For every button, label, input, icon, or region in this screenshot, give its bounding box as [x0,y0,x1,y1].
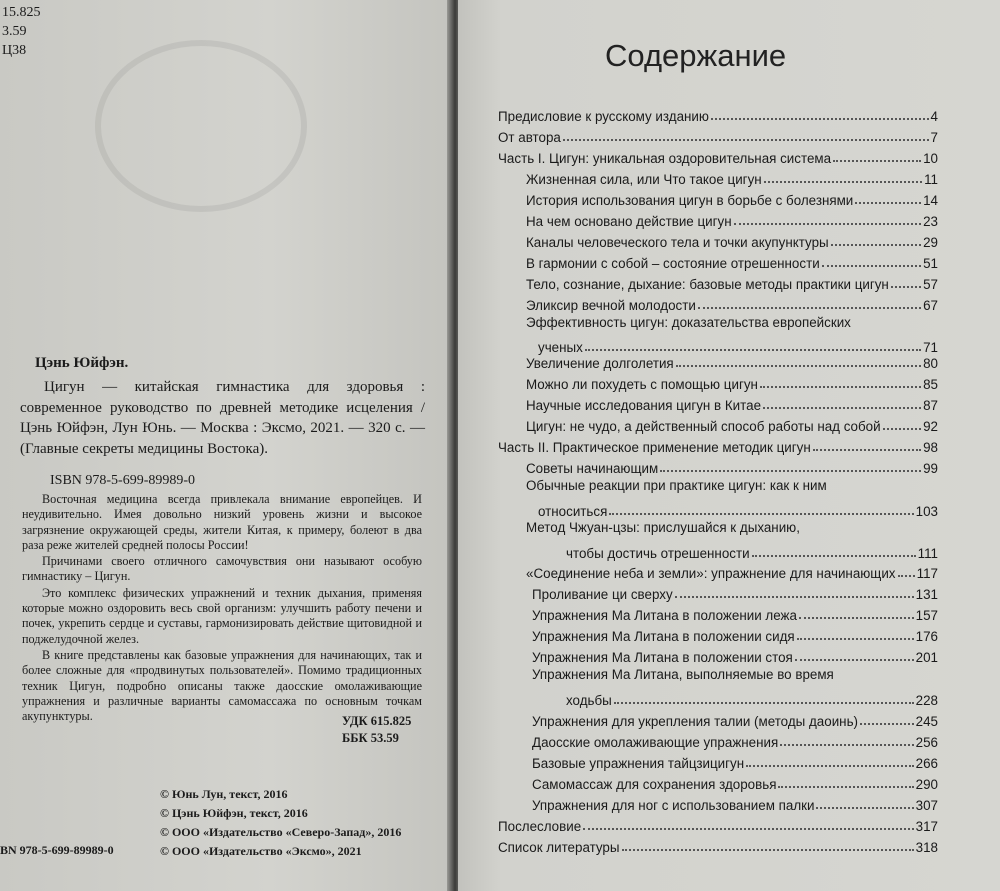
copyright-line: © ООО «Издательство «Эксмо», 2021 [160,844,362,858]
toc-leader-dots [778,786,913,788]
toc-entry[interactable] [498,105,938,124]
toc-leader-dots [746,765,914,767]
toc-entry-page: 266 [915,756,938,771]
show-through-emblem [95,40,307,212]
toc-entry[interactable] [532,583,938,602]
toc-entry-page: 51 [923,256,938,271]
toc-entry-page: 57 [923,277,938,292]
toc-entry[interactable] [526,352,938,371]
toc-entry-title: ходьбы [566,693,612,708]
toc-leader-dots [675,596,914,598]
toc-leader-dots [583,828,913,830]
toc-entry[interactable] [538,500,938,519]
toc-entry-page: 98 [923,440,938,455]
toc-entry-page: 80 [923,356,938,371]
toc-entry-page: 10 [923,151,938,166]
toc-entry[interactable] [526,373,938,392]
annotation [22,492,422,724]
toc-entry[interactable] [526,231,938,250]
toc-entry-page: 85 [923,377,938,392]
toc-leader-dots [780,744,913,746]
toc-entry[interactable] [526,273,938,292]
bibliographic-record: Цигун — китайская гимнастика для здоровья : современное руководство по древней методике исцеления / Цэнь Юйфэн, Лун Юнь. — Москва : Эксмо, 2021. — 320 с. — (Главные секреты медицины Востока). [20,379,425,457]
toc-leader-dots [760,386,921,388]
toc-entry-title: От автора [498,130,561,145]
toc-entry-page: 228 [915,693,938,708]
toc-entry-title: «Соединение неба и земли»: упражнение для начинающих [526,566,896,581]
toc-entry-page: 29 [923,235,938,250]
toc-entry[interactable] [498,815,938,834]
toc-entry[interactable] [526,294,938,313]
toc-entry-page: 7 [930,130,938,145]
toc-entry[interactable] [532,710,938,729]
toc-entry-title: В гармонии с собой – состояние отрешенности [526,256,820,271]
toc-entry-page: 117 [916,566,938,581]
toc-entry-page: 23 [923,214,938,229]
toc-entry[interactable] [526,394,938,413]
toc-leader-dots [795,659,914,661]
toc-entry-title: Тело, сознание, дыхание: базовые методы практики цигун [526,277,889,292]
toc-leader-dots [831,244,921,246]
toc-entry[interactable] [498,836,938,855]
top-code-3: Ц38 [2,43,27,58]
toc-entry-page: 92 [923,419,938,434]
toc-leader-dots [734,223,921,225]
toc-entry-page: 157 [915,608,938,623]
toc-title: Содержание [605,38,787,73]
copyright-line: © ООО «Издательство «Северо-Запад», 2016 [160,825,402,839]
toc-entry[interactable] [532,646,938,665]
toc-entry-title: Эффективность цигун: доказательства европейских [526,315,851,330]
toc-leader-dots [799,617,914,619]
toc-entry-title: Советы начинающим [526,461,659,476]
left-page [0,0,452,891]
isbn: ISBN 978-5-699-89989-0 [50,473,196,488]
toc-leader-dots [660,470,921,472]
toc-entry-page: 87 [923,398,938,413]
toc-entry-page: 11 [924,172,938,187]
toc-entry-title: История использования цигун в борьбе с болезнями [526,193,854,208]
annotation-paragraph: В книге представлены как базовые упражнения для начинающих, так и более сложные для «продвинутых пользователей». Помимо традиционных техник Цигун, подробно описаны также даосские омолаживающие упражнения и различные варианты самомассажа по основным точкам акупунктуры. [22,647,422,724]
toc-entry-title: На чем основано действие цигун [526,214,732,229]
toc-leader-dots [764,181,922,183]
toc-leader-dots [797,638,914,640]
toc-entry-title: Список литературы [498,840,620,855]
toc-entry[interactable] [526,415,938,434]
toc-entry-page: 201 [915,650,938,665]
toc-entry-title: Каналы человеческого тела и точки акупунктуры [526,235,829,250]
toc-entry[interactable] [532,731,938,750]
toc-entry-title: Научные исследования цигун в Китае [526,398,762,413]
toc-entry[interactable] [532,625,938,644]
toc-entry-title: Проливание ци сверху [532,587,673,602]
copyright-line: © Юнь Лун, текст, 2016 [160,787,288,801]
copyright-block [160,785,401,861]
toc-entry-title: Предисловие к русскому изданию [498,109,709,124]
toc-entry[interactable] [526,457,938,476]
toc-entry[interactable] [526,168,938,187]
toc-entry[interactable] [498,126,938,145]
bbk-code: ББК 53.59 [342,731,399,745]
toc-entry-page: 318 [915,840,938,855]
toc-leader-dots [698,307,921,309]
toc-leader-dots [609,513,913,515]
toc-leader-dots [883,428,922,430]
toc-leader-dots [563,139,929,141]
toc-entry[interactable] [498,436,938,455]
toc-entry-page: 317 [915,819,938,834]
toc-entry-page: 67 [923,298,938,313]
toc-leader-dots [622,849,914,851]
toc-entry-title: Часть I. Цигун: уникальная оздоровительная система [498,151,832,166]
udk-code: УДК 615.825 [342,714,412,728]
toc-entry-title: Даосские омолаживающие упражнения [532,735,779,750]
top-code-2: 3.59 [2,24,27,39]
author-heading: Цэнь Юйфэн. [35,355,129,371]
toc-entry-title: Жизненная сила, или Что такое цигун [526,172,762,187]
toc-entry-page: 111 [917,546,938,561]
annotation-paragraph: Восточная медицина всегда привлекала внимание европейцев. И неудивительно. Имея довольно низкий уровень жизни и высокое загрязнение окружающей среды, жители Китая, к примеру, болеют в два раза реже жителей средней полосы России! [22,492,422,552]
copyright-line: © Цэнь Юйфэн, текст, 2016 [160,806,308,820]
toc-leader-dots [813,449,921,451]
toc-entry-title: ученых [538,340,583,355]
toc-leader-dots [816,807,913,809]
toc-entry-page: 103 [915,504,938,519]
top-code-1: 15.825 [2,5,41,20]
toc-leader-dots [763,407,921,409]
bottom-isbn: BN 978-5-699-89989-0 [0,843,114,857]
toc-entry-title: Упражнения Ма Литана, выполняемые во время [532,667,834,682]
toc-entry-page: 99 [923,461,938,476]
toc-entry-page: 290 [915,777,938,792]
toc-entry-title: Упражнения для укрепления талии (методы даоинь) [532,714,859,729]
toc-entry-page: 256 [915,735,938,750]
toc-entry[interactable] [526,189,938,208]
toc-entry[interactable] [532,752,938,771]
toc-entry-page: 4 [930,109,938,124]
toc-entry-page: 245 [915,714,938,729]
toc-entry-title: Увеличение долголетия [526,356,674,371]
toc-entry-title: Цигун: не чудо, а действенный способ работы над собой [526,419,881,434]
toc-leader-dots [822,265,921,267]
toc-leader-dots [898,575,915,577]
toc-entry[interactable] [532,604,938,623]
toc-entry-title: относиться [538,504,608,519]
toc-entry-title: Упражнения Ма Литана в положении стоя [532,650,793,665]
toc-entry-title: Эликсир вечной молодости [526,298,696,313]
toc-entry-page: 14 [923,193,938,208]
toc-entry-page: 307 [915,798,938,813]
toc-entry[interactable] [526,562,938,581]
toc-leader-dots [711,118,929,120]
toc-entry-title: Упражнения Ма Литана в положении сидя [532,629,795,644]
classification-codes [342,713,411,747]
toc-entry[interactable] [532,773,938,792]
toc-entry-page: 176 [915,629,938,644]
toc-entry-title: Метод Чжуан-цзы: прислушайся к дыханию, [526,520,800,535]
toc-entry[interactable] [566,542,938,561]
toc-entry[interactable] [566,689,938,708]
toc-entry[interactable] [526,252,938,271]
toc-entry[interactable] [532,794,938,813]
toc-leader-dots [585,349,921,351]
toc-leader-dots [891,286,921,288]
toc-leader-dots [855,202,921,204]
toc-leader-dots [676,365,921,367]
toc-leader-dots [833,160,921,162]
toc-entry[interactable] [498,147,938,166]
annotation-paragraph: Это комплекс физических упражнений и техник дыхания, применяя которые можно оздоровить весь свой организм: улучшить работу печени и почек, укрепить сердце и суставы, гармонизировать действие щитовидной и поджелудочной желез. [22,585,422,646]
annotation-paragraph: Причинами своего отличного самочувствия они называют особую гимнастику – Цигун. [22,554,422,584]
toc-entry-title: Часть II. Практическое применение методик цигун [498,440,811,455]
toc-entry-title: Базовые упражнения тайцзицигун [532,756,745,771]
toc-leader-dots [860,723,914,725]
toc-entry-page: 71 [923,340,938,355]
toc-entry-page: 131 [915,587,938,602]
toc-entry-title: Упражнения для ног с использованием палки [532,798,815,813]
toc-leader-dots [614,702,914,704]
toc-entry-title: Самомассаж для сохранения здоровья [532,777,777,792]
toc-entry-title: Обычные реакции при практике цигун: как к ним [526,478,827,493]
toc-entry-title: Можно ли похудеть с помощью цигун [526,377,758,392]
toc-entry-title: Послесловие [498,819,582,834]
toc-entry[interactable] [526,210,938,229]
toc-entry-title: Упражнения Ма Литана в положении лежа [532,608,797,623]
toc-leader-dots [752,555,916,557]
toc-entry-title: чтобы достичь отрешенности [566,546,750,561]
